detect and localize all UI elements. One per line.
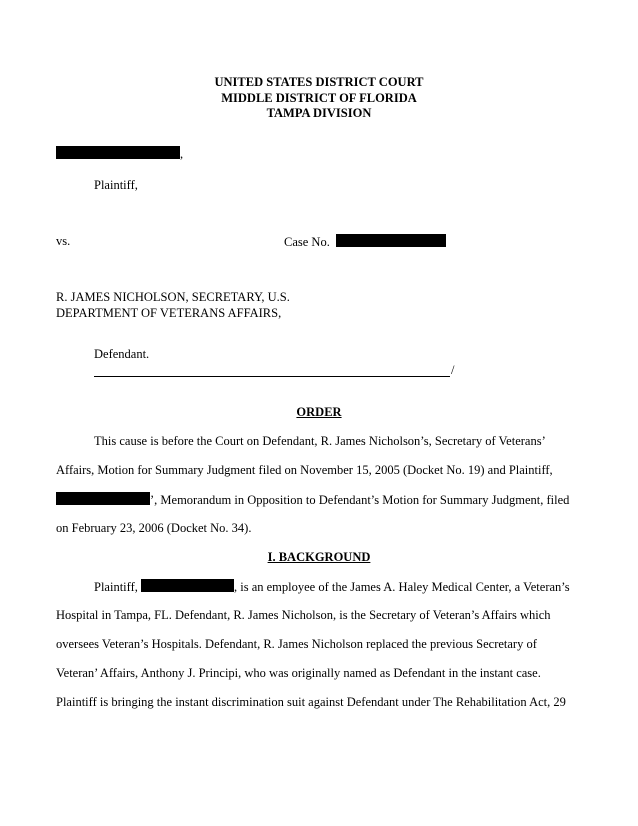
plaintiff-role: Plaintiff, [94, 178, 138, 192]
court-name: UNITED STATES DISTRICT COURT [214, 75, 424, 89]
background-line1-start: Plaintiff, [94, 580, 141, 594]
order-paragraph-line2: Affairs, Motion for Summary Judgment filed on November 15, 2005 (Docket No. 19) and Plaintiff, [56, 463, 553, 477]
versus-label: vs. [56, 234, 71, 248]
background-line5: Plaintiff is bringing the instant discrimination suit against Defendant under The Rehabilitation Act, 29 [56, 695, 566, 709]
case-number-line [284, 234, 446, 250]
plaintiff-name-line [56, 146, 183, 162]
background-heading: I. BACKGROUND [267, 550, 371, 564]
case-number-redaction [336, 234, 446, 247]
plaintiff-name-comma: , [180, 147, 184, 161]
court-district: MIDDLE DISTRICT OF FLORIDA [221, 91, 417, 105]
case-number-label: Case No. [284, 235, 330, 249]
plaintiff-name-redaction-2 [56, 492, 150, 505]
order-paragraph-line1: This cause is before the Court on Defendant, R. James Nicholson’s, Secretary of Veterans’ [94, 434, 546, 448]
background-line1-end: , is an employee of the James A. Haley Medical Center, a Veteran’s [234, 580, 570, 594]
background-line2: Hospital in Tampa, FL. Defendant, R. James Nicholson, is the Secretary of Veteran’s Affairs which [56, 608, 551, 622]
plaintiff-name-redaction-3 [141, 579, 234, 592]
defendant-role: Defendant. [94, 347, 150, 361]
caption-rule [94, 376, 450, 377]
plaintiff-name-redaction [56, 146, 180, 159]
caption-slash: / [451, 363, 455, 377]
order-paragraph-line3-text: ’, Memorandum in Opposition to Defendant’s Motion for Summary Judgment, filed [150, 493, 570, 507]
background-line3: oversees Veteran’s Hospitals. Defendant, R. James Nicholson replaced the previous Secretary of [56, 637, 537, 651]
order-paragraph-line4: on February 23, 2006 (Docket No. 34). [56, 521, 252, 535]
defendant-name-line2: DEPARTMENT OF VETERANS AFFAIRS, [56, 306, 282, 320]
order-heading: ORDER [296, 405, 342, 419]
defendant-name-line1: R. JAMES NICHOLSON, SECRETARY, U.S. [56, 290, 290, 304]
background-line1 [94, 579, 570, 595]
background-line4: Veteran’ Affairs, Anthony J. Principi, who was originally named as Defendant in the instant case. [56, 666, 541, 680]
court-division: TAMPA DIVISION [266, 106, 372, 120]
order-paragraph-line3 [56, 492, 569, 508]
